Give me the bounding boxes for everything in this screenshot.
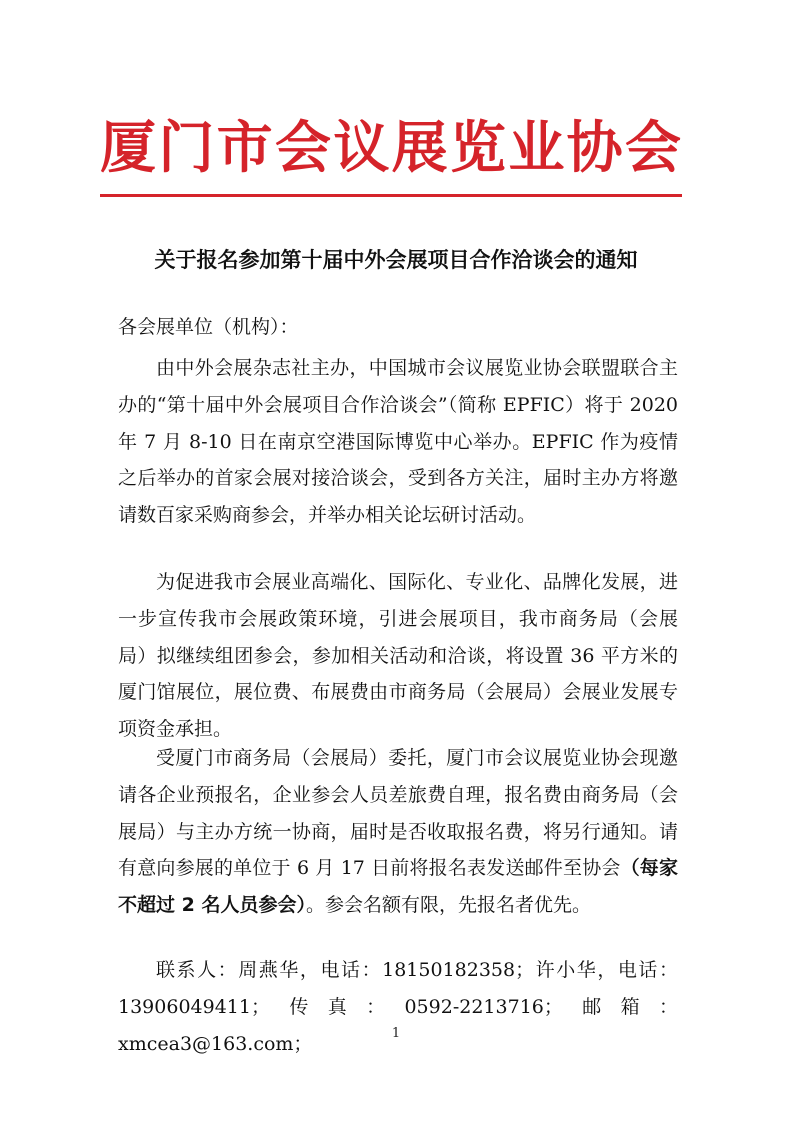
contact-info: 联系人：周燕华，电话：18150182358；许小华，电话：13906049411；传真：0592-2213716；邮箱：xmcea3@163.com； [118, 959, 678, 1055]
salutation: 各会展单位（机构）： [118, 316, 299, 338]
page-number: 1 [391, 1026, 401, 1041]
paragraph-delegation: 为促进我市会展业高端化、国际化、专业化、品牌化发展，进一步宣传我市会展政策环境，引进会展项目，我市商务局（会展局）拟继续组团参会，参加相关活动和洽谈，将设置 36 平方米的厦门馆展位，展位费、布展费由市商务局（会展局）会展业发展专项资金承担。 [118, 571, 678, 741]
registration-text-end: 。参会名额有限，先报名者优先。 [305, 894, 591, 917]
paragraph-event-intro: 由中外会展杂志社主办，中国城市会议展览业协会联盟联合主办的“第十届中外会展项目合作洽谈会”（简称 EPFIC）将于 2020 年 7 月 8-10 日在南京空港国际博览中心举办。EPFIC 作为疫情之后举办的首家会展对接洽谈会，受到各方关注，届时主办方将邀请数百家采购商参会，并举办相关论坛研讨活动。 [118, 357, 678, 527]
registration-limit-note: （每家不超过 2 名人员参会） [118, 857, 678, 917]
registration-text: 受厦门市商务局（会展局）委托，厦门市会议展览业协会现邀请各企业预报名，企业参会人员差旅费自理，报名费由商务局（会展局）与主办方统一协商，届时是否收取报名费，将另行通知。请有意向参展的单位于 6 月 17 日前将报名表发送邮件至协会 [118, 747, 678, 880]
document-title: 关于报名参加第十届中外会展项目合作洽谈会的通知 [154, 248, 638, 272]
paragraph-registration [118, 740, 678, 924]
letterhead-rule [100, 194, 682, 197]
letterhead-title: 厦门市会议展览业协会 [100, 115, 682, 181]
